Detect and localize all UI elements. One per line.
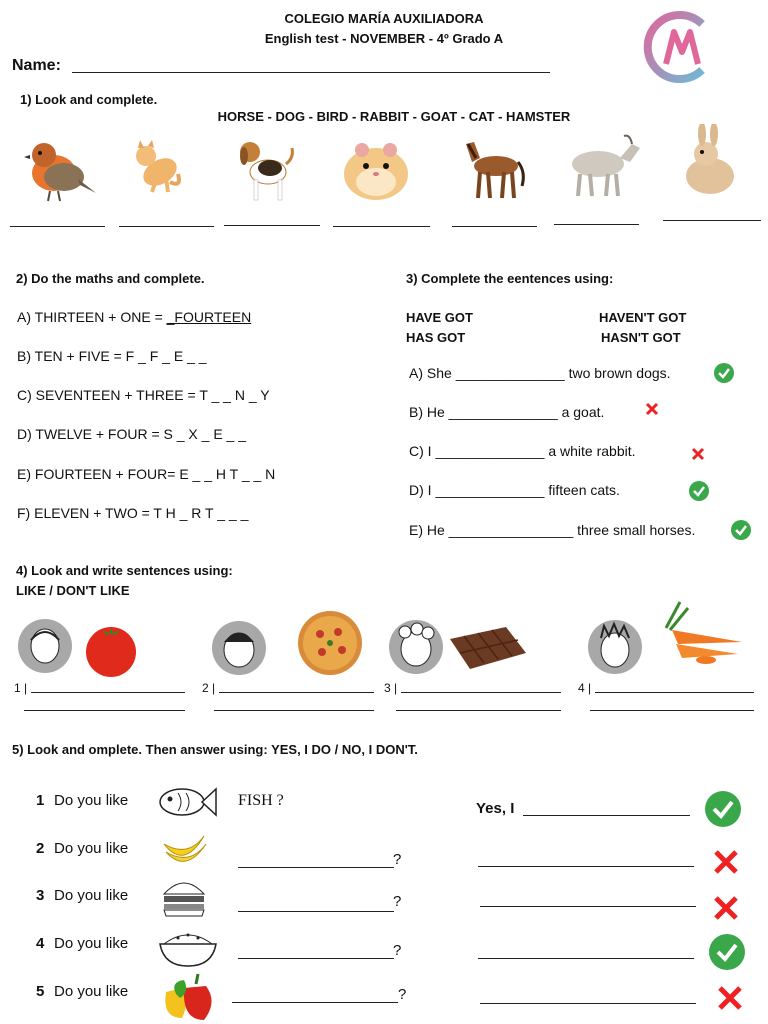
q5-answer-line-5[interactable] [480, 1003, 696, 1004]
write-line-1a[interactable] [31, 692, 185, 693]
q5-answer-line-2[interactable] [478, 866, 694, 867]
write-num-2: 2 | [202, 681, 216, 695]
section3-title: 3) Complete the eentences using: [406, 271, 614, 286]
q5-prompt-4: Do you like [54, 935, 129, 952]
cat-icon [126, 138, 186, 196]
option-have-got: HAVE GOT [406, 310, 473, 325]
answer-line-6[interactable] [554, 224, 639, 225]
q5-num-2: 2 [36, 840, 45, 857]
name-label: Name: [12, 57, 61, 74]
sentence-b: B) He ______________ a goat. [409, 404, 605, 420]
q5-prompt-2: Do you like [54, 840, 129, 857]
math-item-a: A) THIRTEEN + ONE = _FOURTEEN [17, 309, 252, 325]
section5-title: 5) Look and omplete. Then answer using: YES, I DO / NO, I DON'T. [12, 742, 418, 757]
school-logo [640, 8, 724, 86]
write-line-1b[interactable] [24, 710, 185, 711]
q5-qmark-3: ? [393, 893, 402, 910]
sentence-a: A) She ______________ two brown dogs. [409, 365, 671, 381]
write-line-4a[interactable] [595, 692, 754, 693]
girl-face-icon [14, 618, 76, 674]
banana-icon [160, 828, 208, 868]
curly-face-icon [385, 618, 447, 676]
q5-food-line-5[interactable] [232, 1002, 398, 1003]
section1-wordbank: HORSE - DOG - BIRD - RABBIT - GOAT - CAT - HAMSTER [217, 109, 571, 124]
cross-icon [712, 894, 740, 922]
fish-icon [156, 783, 218, 821]
math-item-b: B) TEN + FIVE = F _ F _ E _ _ [17, 348, 207, 364]
q5-qmark-4: ? [393, 942, 402, 959]
sentence-c: C) I ______________ a white rabbit. [409, 443, 636, 459]
section4-subtitle: LIKE / DON'T LIKE [16, 583, 130, 598]
write-line-3b[interactable] [396, 710, 561, 711]
q5-answer-line-3[interactable] [480, 906, 696, 907]
math-answer-a: _FOURTEEN [166, 309, 252, 325]
math-item-e: E) FOURTEEN + FOUR= E _ _ H T _ _ N [17, 466, 276, 482]
check-icon [730, 519, 752, 541]
option-hasnt-got: HASN'T GOT [601, 330, 681, 345]
school-name: COLEGIO MARÍA AUXILIADORA [284, 11, 484, 26]
section4-title: 4) Look and write sentences using: [16, 563, 233, 578]
test-subtitle: English test - NOVEMBER - 4º Grado A [264, 31, 504, 46]
q5-answer-prefix-1: Yes, I [476, 800, 515, 817]
answer-line-1[interactable] [10, 226, 105, 227]
q5-food-line-4[interactable] [238, 958, 394, 959]
option-havent-got: HAVEN'T GOT [599, 310, 687, 325]
cross-icon [716, 984, 744, 1012]
q5-prompt-1: Do you like [54, 792, 129, 809]
horse-icon [458, 138, 528, 202]
pizza-icon [296, 610, 364, 676]
bird-icon [20, 135, 96, 203]
section2-title: 2) Do the maths and complete. [16, 271, 205, 286]
write-line-3a[interactable] [401, 692, 561, 693]
answer-line-2[interactable] [119, 226, 214, 227]
check-icon [708, 933, 746, 971]
cross-icon [691, 447, 705, 461]
q5-answer-line-1[interactable] [523, 815, 690, 816]
cross-icon [712, 848, 740, 876]
answer-line-3[interactable] [224, 225, 320, 226]
write-line-4b[interactable] [590, 710, 754, 711]
q5-prompt-5: Do you like [54, 983, 129, 1000]
math-item-d: D) TWELVE + FOUR = S _ X _ E _ _ [17, 426, 247, 442]
q5-food-1: FISH ? [238, 792, 284, 809]
sentence-e: E) He ________________ three small horses. [409, 522, 696, 538]
check-icon [688, 480, 710, 502]
q5-num-5: 5 [36, 983, 45, 1000]
q5-num-4: 4 [36, 935, 45, 952]
answer-line-5[interactable] [452, 226, 537, 227]
name-line[interactable] [72, 72, 550, 73]
write-num-4: 4 | [578, 681, 592, 695]
q5-food-line-3[interactable] [238, 911, 394, 912]
q5-prompt-3: Do you like [54, 887, 129, 904]
check-icon [713, 362, 735, 384]
rabbit-icon [678, 124, 738, 198]
cross-icon [645, 402, 659, 416]
q5-num-1: 1 [36, 792, 45, 809]
sentence-d: D) I ______________ fifteen cats. [409, 482, 620, 498]
pepper-icon [160, 972, 218, 1022]
goat-icon [560, 132, 644, 200]
q5-qmark-2: ? [393, 851, 402, 868]
chocolate-icon [446, 625, 528, 671]
carrot-icon [662, 600, 752, 666]
check-icon [704, 790, 742, 828]
write-line-2a[interactable] [219, 692, 374, 693]
tomato-icon [84, 622, 138, 678]
math-item-f: F) ELEVEN + TWO = T H _ R T _ _ _ [17, 505, 249, 521]
boy-face-icon [208, 620, 270, 676]
dog-icon [234, 134, 296, 204]
option-has-got: HAS GOT [406, 330, 466, 345]
q5-food-line-2[interactable] [238, 867, 394, 868]
answer-line-7[interactable] [663, 220, 761, 221]
write-line-2b[interactable] [214, 710, 374, 711]
q5-answer-line-4[interactable] [478, 958, 694, 959]
spiky-face-icon [584, 618, 646, 676]
rice-icon [158, 926, 218, 970]
math-item-c: C) SEVENTEEN + THREE = T _ _ N _ Y [17, 387, 270, 403]
q5-qmark-5: ? [398, 986, 407, 1003]
answer-line-4[interactable] [333, 226, 430, 227]
burger-icon [160, 874, 208, 920]
section1-title: 1) Look and complete. [20, 92, 158, 107]
write-num-3: 3 | [384, 681, 398, 695]
hamster-icon [340, 136, 410, 204]
write-num-1: 1 | [14, 681, 28, 695]
q5-num-3: 3 [36, 887, 45, 904]
